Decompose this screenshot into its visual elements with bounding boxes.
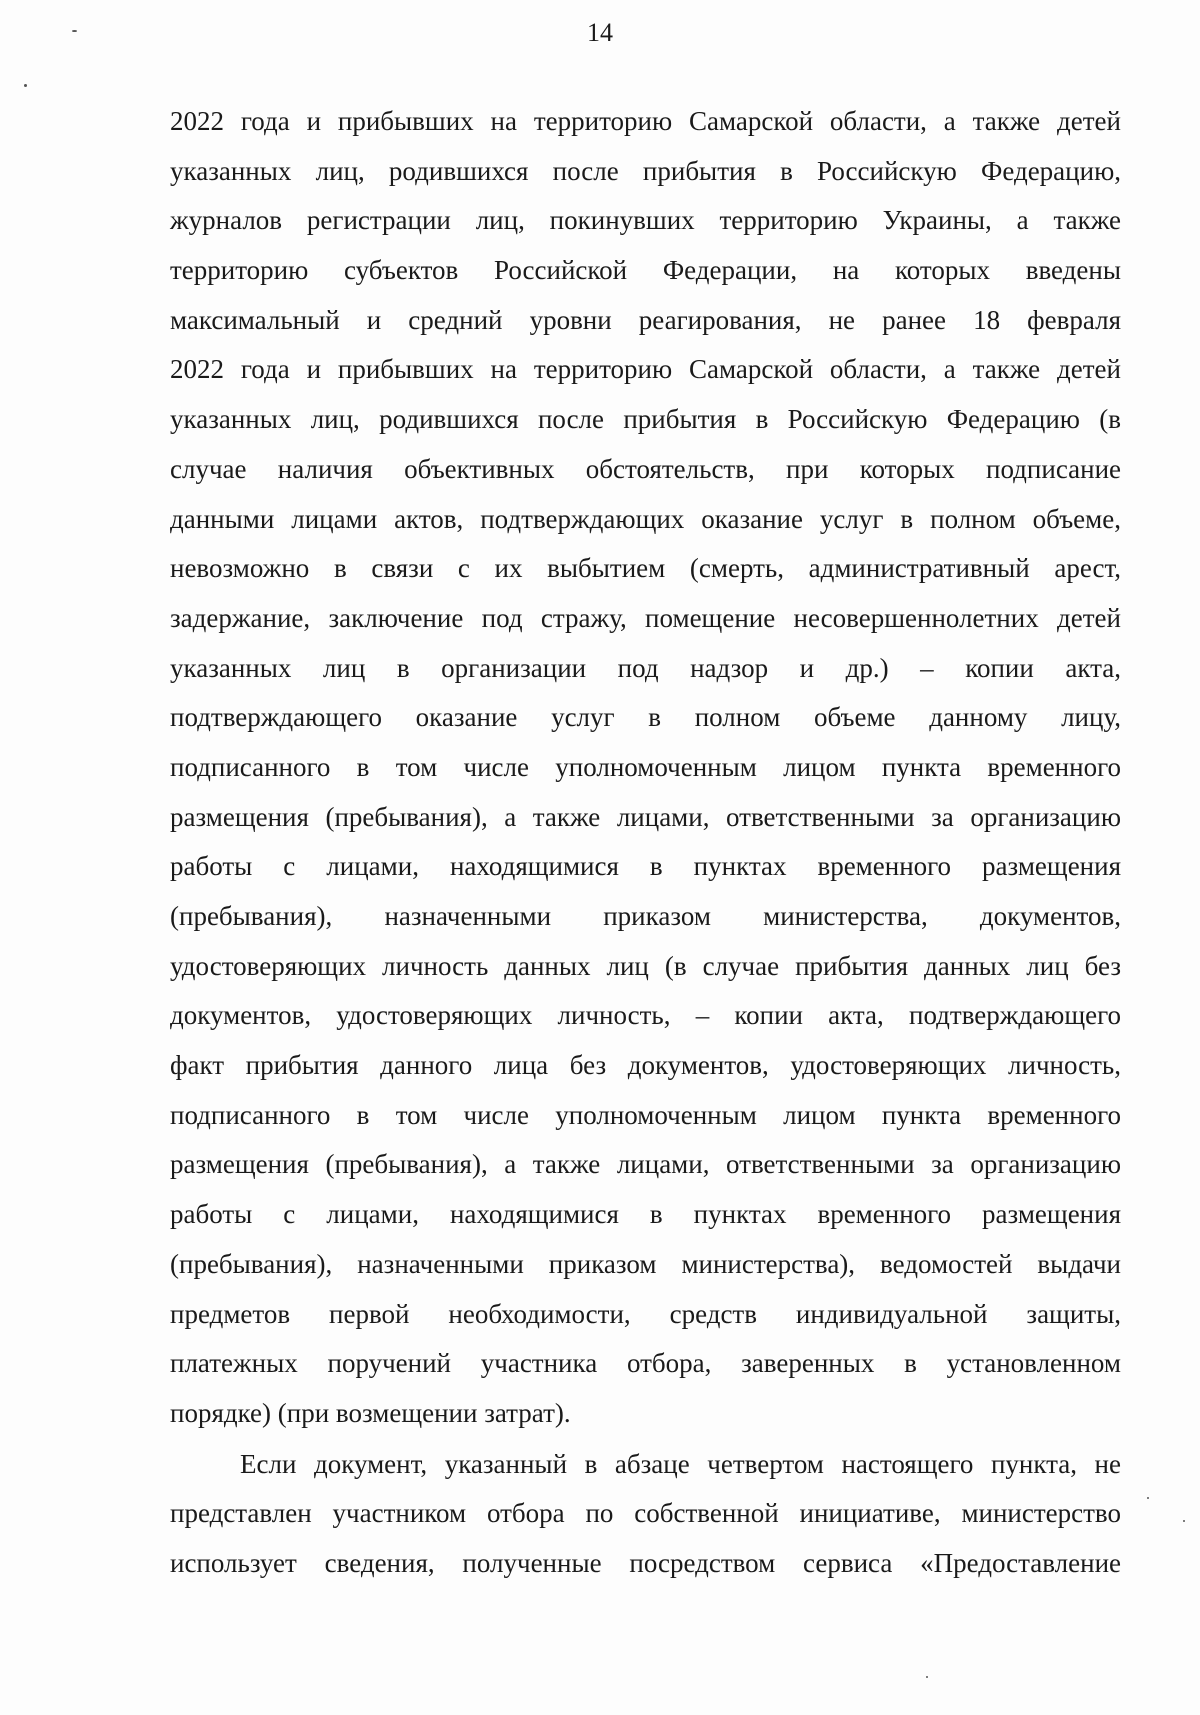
text-line: удостоверяющих личность данных лиц (в случае прибытия данных лиц без [170, 950, 1121, 981]
text-line: максимальный и средний уровни реагирования, не ранее 18 февраля [170, 304, 1121, 335]
text-line: подтверждающего оказание услуг в полном объеме данному лицу, [170, 702, 1121, 733]
text-line: работы с лицами, находящимися в пунктах временного размещения [170, 1199, 1121, 1230]
document-body [170, 97, 1121, 1589]
text-line: Если документ, указанный в абзаце четвертом настоящего пункта, не [240, 1448, 1121, 1479]
text-line: указанных лиц, родившихся после прибытия в Российскую Федерацию, [170, 155, 1121, 186]
text-line: подписанного в том числе уполномоченным лицом пункта временного [170, 751, 1121, 782]
paragraph-continued [170, 97, 1121, 1439]
scan-speck [1183, 1520, 1185, 1522]
text-line: факт прибытия данного лица без документов, удостоверяющих личность, [170, 1050, 1121, 1081]
text-line: представлен участником отбора по собственной инициативе, министерство [170, 1498, 1121, 1529]
text-line: размещения (пребывания), а также лицами, ответственными за организацию [170, 1149, 1121, 1180]
text-line: размещения (пребывания), а также лицами, ответственными за организацию [170, 801, 1121, 832]
page-number: 14 [587, 18, 613, 47]
text-line: территорию субъектов Российской Федерации, на которых введены [170, 255, 1121, 286]
text-line: 2022 года и прибывших на территорию Самарской области, а также детей [170, 106, 1121, 136]
scan-speck [24, 84, 27, 87]
scan-speck [926, 1676, 928, 1678]
text-line: предметов первой необходимости, средств индивидуальной защиты, [170, 1298, 1121, 1329]
text-line: данными лицами актов, подтверждающих оказание услуг в полном объеме, [170, 503, 1121, 534]
text-line: работы с лицами, находящимися в пунктах временного размещения [170, 851, 1121, 882]
text-line: (пребывания), назначенными приказом министерства), ведомостей выдачи [170, 1248, 1121, 1279]
text-line: случае наличия объективных обстоятельств, при которых подписание [170, 453, 1121, 484]
scan-speck [1147, 1497, 1149, 1499]
text-line: указанных лиц в организации под надзор и др.) – копии акта, [170, 652, 1121, 683]
text-line: 2022 года и прибывших на территорию Самарской области, а также детей [170, 354, 1121, 385]
text-line: подписанного в том числе уполномоченным лицом пункта временного [170, 1099, 1121, 1130]
paragraph-new [170, 1440, 1121, 1589]
text-line: задержание, заключение под стражу, помещение несовершеннолетних детей [170, 602, 1121, 633]
text-line: журналов регистрации лиц, покинувших территорию Украины, а также [170, 205, 1121, 236]
text-line: (пребывания), назначенными приказом министерства, документов, [170, 901, 1121, 931]
text-line: указанных лиц, родившихся после прибытия в Российскую Федерацию (в [170, 404, 1121, 435]
text-line: использует сведения, полученные посредством сервиса «Предоставление [170, 1547, 1121, 1578]
text-line: платежных поручений участника отбора, заверенных в установленном [170, 1348, 1121, 1379]
text-line: порядке) (при возмещении затрат). [170, 1397, 571, 1428]
text-line: документов, удостоверяющих личность, – копии акта, подтверждающего [170, 1000, 1121, 1031]
scan-speck [72, 30, 77, 32]
text-line: невозможно в связи с их выбытием (смерть, административный арест, [170, 553, 1121, 584]
